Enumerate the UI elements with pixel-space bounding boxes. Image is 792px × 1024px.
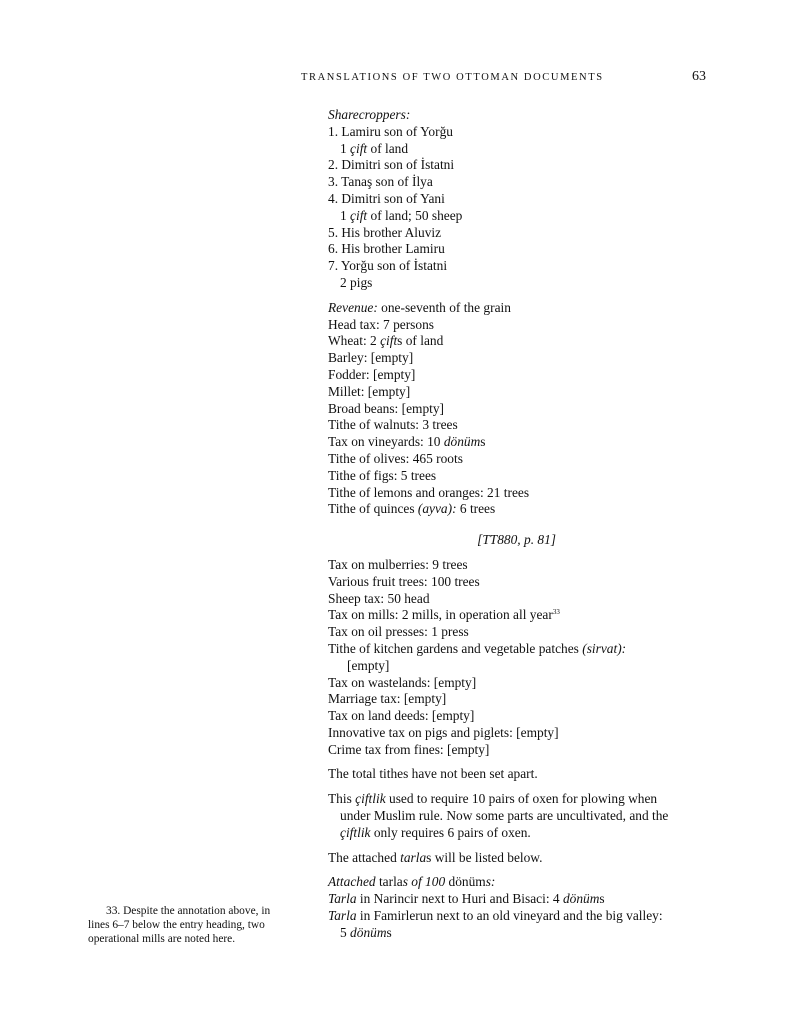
list-item: 6. His brother Lamiru <box>328 241 445 257</box>
revenue-item: Tithe of olives: 465 roots <box>328 450 463 466</box>
revenue-item: Tithe of lemons and oranges: 21 trees <box>328 484 530 500</box>
list-item-detail: 1 çift of land <box>340 140 409 156</box>
tax-item: Tax on wastelands: [empty] <box>328 674 477 690</box>
revenue-line: Revenue: one-seventh of the grain <box>328 299 511 315</box>
revenue-item: Tithe of figs: 5 trees <box>328 467 437 483</box>
tax-item: Crime tax from fines: [empty] <box>328 741 490 757</box>
tax-item: Various fruit trees: 100 trees <box>328 573 480 589</box>
footnote <box>88 904 288 947</box>
revenue-item: Barley: [empty] <box>328 350 414 366</box>
tithes-note: The total tithes have not been set apart. <box>328 766 538 782</box>
list-item: 7. Yorğu son of İstatni <box>328 258 448 274</box>
tax-item: Tax on mulberries: 9 trees <box>328 556 468 572</box>
list-item-detail: 2 pigs <box>340 274 373 290</box>
attached-heading: Attached tarlas of 100 dönüms: <box>328 874 496 890</box>
page-reference: [TT880, p. 81] <box>477 532 556 548</box>
list-item: 5. His brother Aluviz <box>328 224 442 240</box>
page-header <box>301 69 706 90</box>
tax-item: Sheep tax: 50 head <box>328 590 430 606</box>
footnote-text: 33. Despite the annotation above, in lines 6–7 below the entry heading, two operational mills are noted here. <box>88 905 271 946</box>
list-item: 3. Tanaş son of İlya <box>328 174 433 190</box>
tax-item: Tax on mills: 2 mills, in operation all year$^{33}$ <box>328 607 560 623</box>
tax-item-value: [empty] <box>347 657 390 673</box>
revenue-item: Tithe of quinces (ayva): 6 trees <box>328 501 496 517</box>
list-item: 1. Lamiru son of Yorğu <box>328 123 453 139</box>
list-item-detail: 1 çift of land; 50 sheep <box>340 207 463 223</box>
attached-entry: Tarla in Narincir next to Huri and Bisaci: 4 dönüms <box>328 891 605 907</box>
revenue-item: Fodder: [empty] <box>328 366 416 382</box>
revenue-item: Tax on vineyards: 10 dönüms <box>328 434 486 450</box>
revenue-item: Millet: [empty] <box>328 383 411 399</box>
list-item: 2. Dimitri son of İstatni <box>328 157 455 173</box>
revenue-item: Tithe of walnuts: 3 trees <box>328 417 458 433</box>
main-text <box>328 107 708 942</box>
tax-item: Tax on land deeds: [empty] <box>328 708 475 724</box>
attached-entry-detail: 5 dönüms <box>340 924 392 940</box>
revenue-item: Broad beans: [empty] <box>328 400 445 416</box>
tax-item: Tithe of kitchen gardens and vegetable patches (sirvat): <box>328 640 627 656</box>
attached-entry: Tarla in Famirlerun next to an old vineyard and the big valley: <box>328 908 663 924</box>
tax-item: Tax on oil presses: 1 press <box>328 624 469 640</box>
ciftlik-paragraph: This çiftlik used to require 10 pairs of oxen for plowing when under Muslim rule. Now some parts are uncultivated, and the çiftlik only requires 6 pairs of oxen. <box>328 791 669 840</box>
revenue-item: Wheat: 2 çifts of land <box>328 333 444 349</box>
revenue-item: Head tax: 7 persons <box>328 316 434 332</box>
attached-note: The attached tarlas will be listed below. <box>328 849 543 865</box>
running-head: TRANSLATIONS OF TWO OTTOMAN DOCUMENTS <box>301 72 604 83</box>
page-number: 63 <box>692 69 706 84</box>
footnote-marker: 33 <box>552 608 560 617</box>
tax-item: Marriage tax: [empty] <box>328 691 447 707</box>
sharecroppers-heading: Sharecroppers: <box>328 107 411 122</box>
tax-item: Innovative tax on pigs and piglets: [empty] <box>328 724 559 740</box>
list-item: 4. Dimitri son of Yani <box>328 190 445 206</box>
